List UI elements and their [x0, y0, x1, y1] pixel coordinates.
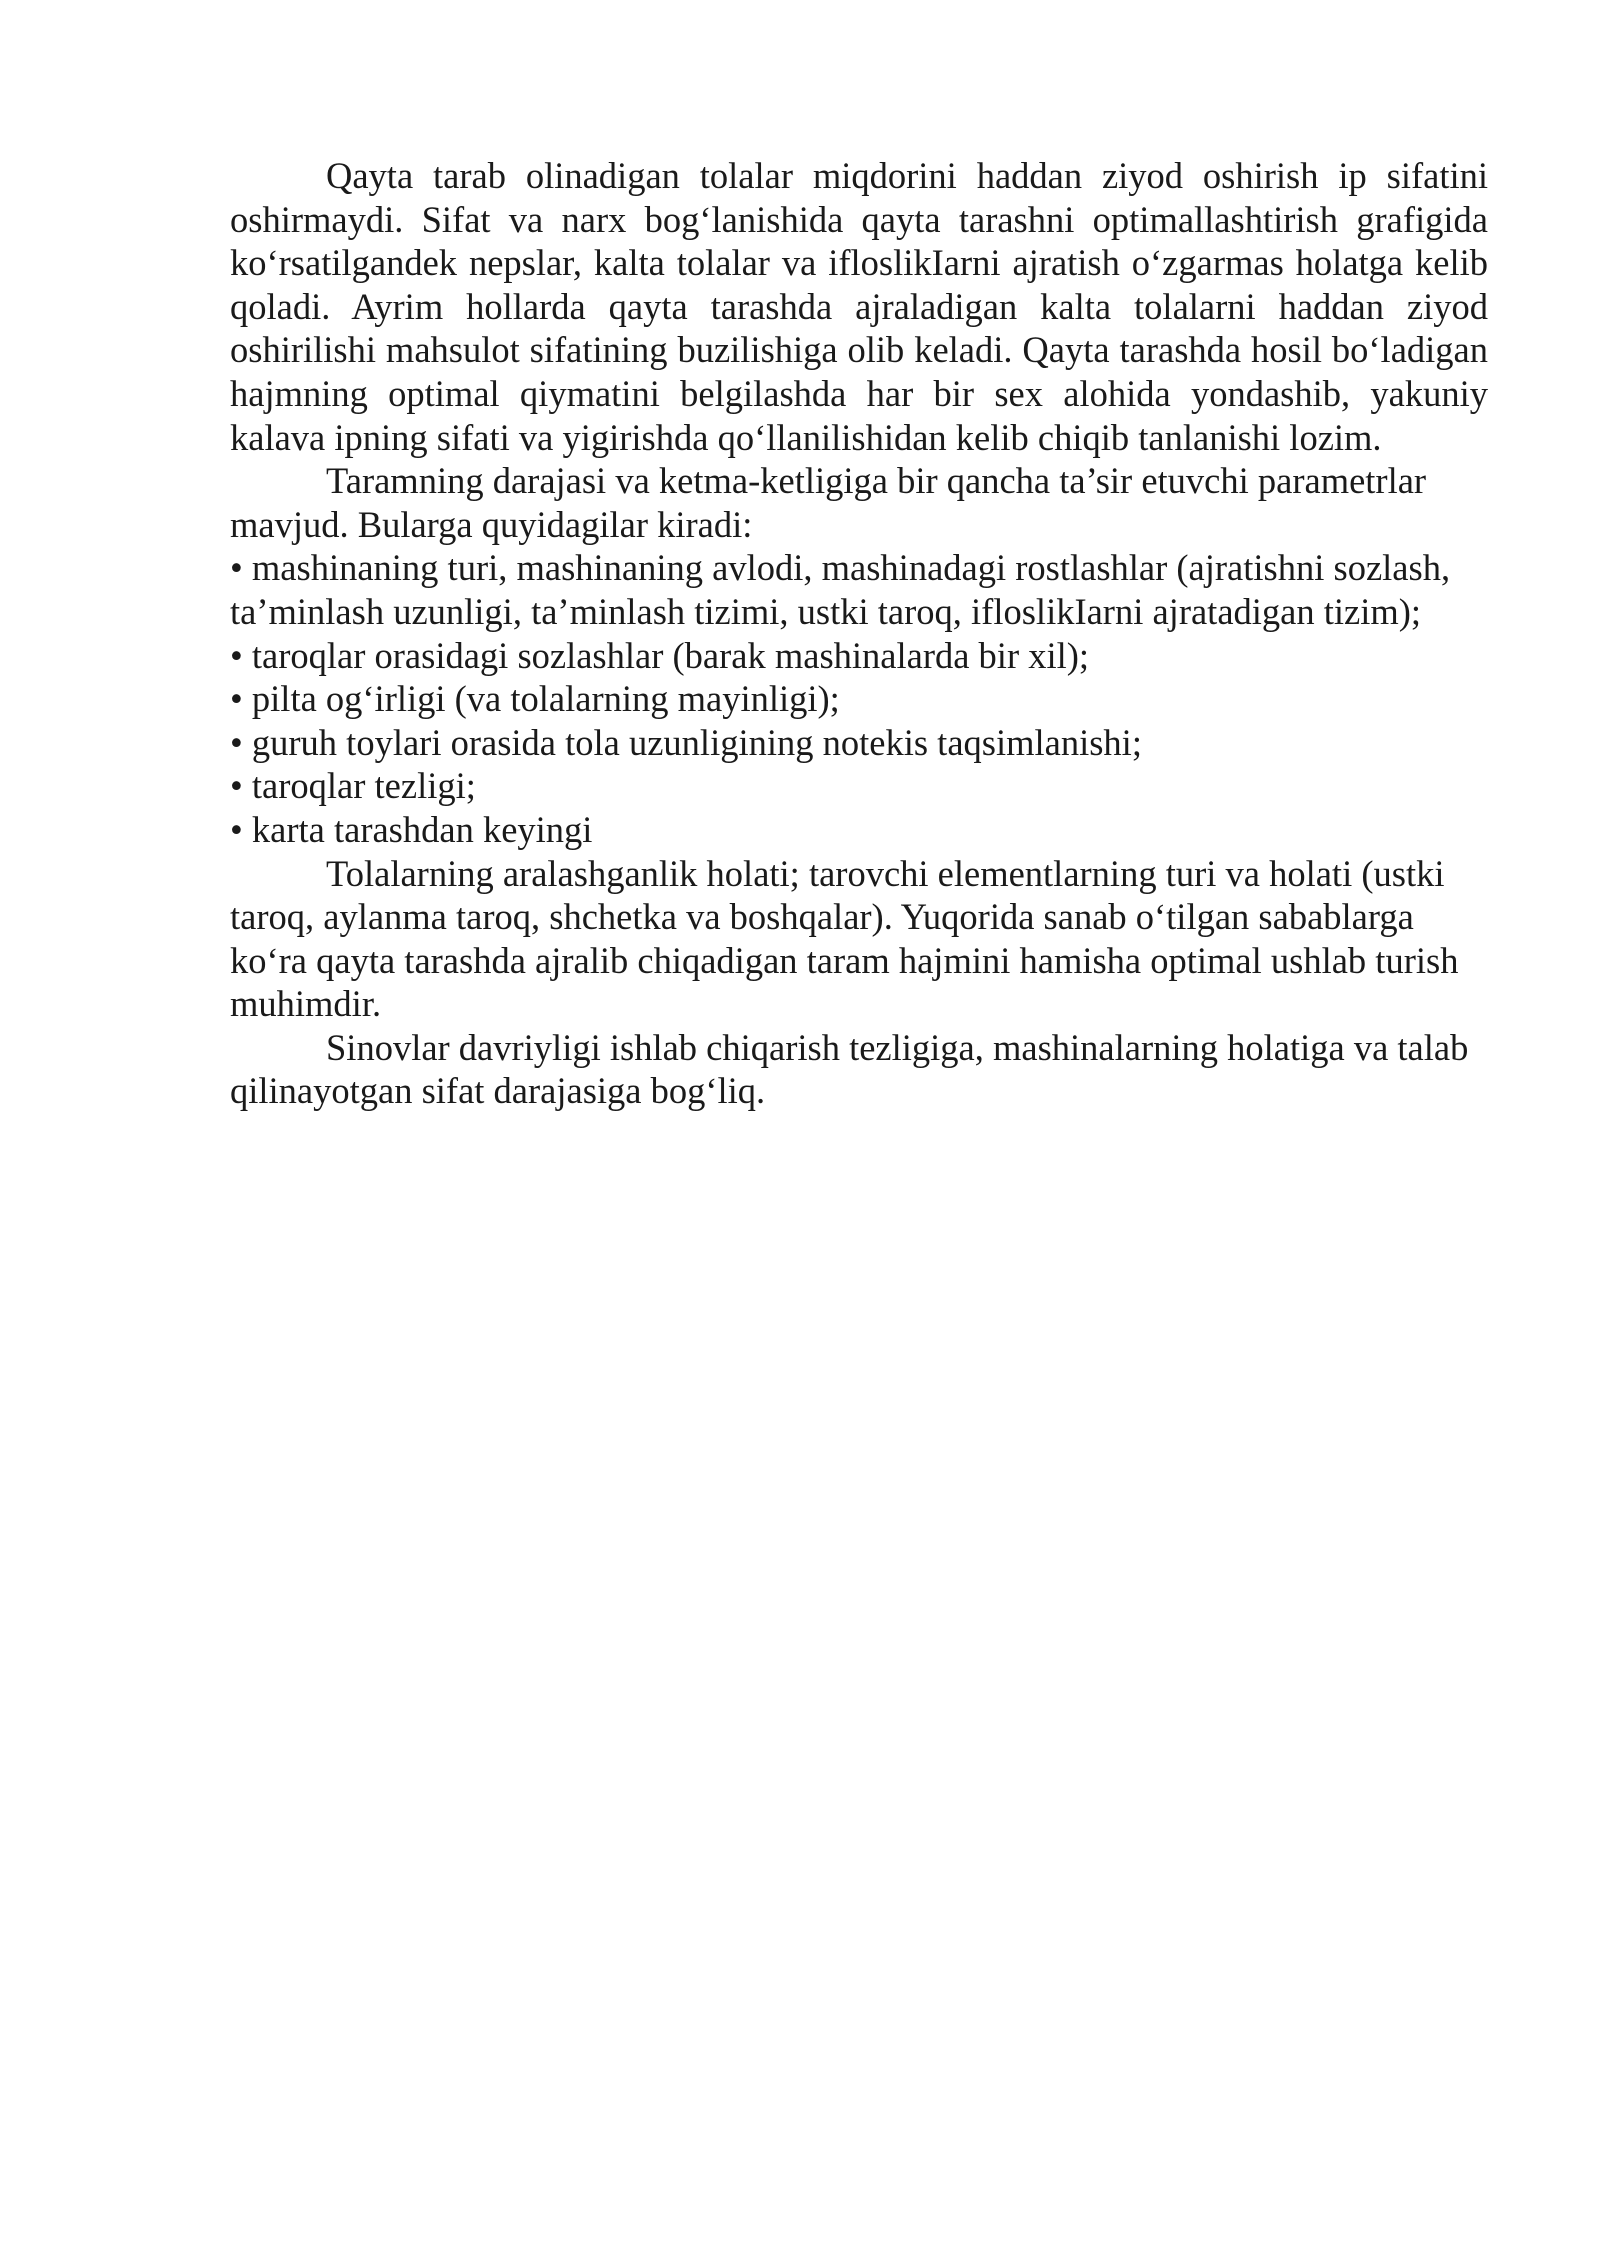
- bullet-mark: •: [230, 634, 243, 676]
- list-item-text: taroqlar orasidagi sozlashlar (barak mashinalarda bir xil);: [251, 634, 1090, 676]
- list-item: [230, 634, 1488, 678]
- bullet-mark: •: [230, 678, 243, 720]
- list-item-text: mashinaning turi, mashinaning avlodi, mashinadagi rostlashlar (ajratishni sozlash, ta’minlash uzunligi, ta’minlash tizimi, ustki taroq, ifloslikIarni ajratadigan tizim);: [230, 547, 1451, 632]
- list-item: [230, 677, 1488, 721]
- bullet-mark: •: [230, 547, 243, 589]
- list-item-text: guruh toylari orasida tola uzunligining notekis taqsimlanishi;: [251, 721, 1142, 763]
- list-item: [230, 808, 1488, 852]
- document-body: [230, 154, 1488, 1113]
- paragraph-test-frequency: Sinovlar davriyligi ishlab chiqarish tezligiga, mashinalarning holatiga va talab qilinayotgan sifat darajasiga bog‘liq.: [230, 1026, 1469, 1112]
- list-item: [230, 721, 1488, 765]
- list-item: [230, 764, 1488, 808]
- paragraph-combing-parameters: Taramning darajasi va ketma-ketligiga bir qancha ta’sir etuvchi parametrlar mavjud. Bularga quyidagilar kiradi:: [230, 460, 1427, 545]
- bullet-mark: •: [230, 808, 243, 850]
- paragraph-fiber-mixing: Tolalarning aralashganlik holati; tarovchi elementlarning turi va holati (ustki taroq, aylanma taroq, shchetka va boshqalar). Yuqorida sanab o‘tilgan sabablarga ko‘ra qayta tarashda ajralib chiqadigan taram hajmini hamisha optimal ushlab turish muhimdir.: [230, 852, 1459, 1025]
- list-item-text: pilta og‘irligi (va tolalarning mayinligi);: [251, 678, 840, 720]
- bullet-mark: •: [230, 765, 243, 807]
- parameter-list: [230, 546, 1488, 851]
- list-item: [230, 546, 1488, 633]
- bullet-mark: •: [230, 721, 243, 763]
- list-item-text: taroqlar tezligi;: [251, 765, 476, 807]
- list-item-text: karta tarashdan keyingi: [251, 808, 593, 850]
- paragraph-recombing-quality: Qayta tarab olinadigan tolalar miqdorini haddan ziyod oshirish ip sifatini oshirmaydi. Sifat va narx bog‘lanishida qayta tarashni optimallashtirish grafigida ko‘rsatilgandek nepslar, kalta tolalar va ifloslikIarni ajratish o‘zgarmas holatga kelib qoladi. Ayrim hollarda qayta tarashda ajraladigan kalta tolalarni haddan ziyod oshirilishi mahsulot sifatining buzilishiga olib keladi. Qayta tarashda hosil bo‘ladigan hajmning optimal qiymatini belgilashda har bir sex alohida yondashib, yakuniy kalava ipning sifati va yigirishda qo‘llanilishidan kelib chiqib tanlanishi lozim.: [230, 155, 1488, 458]
